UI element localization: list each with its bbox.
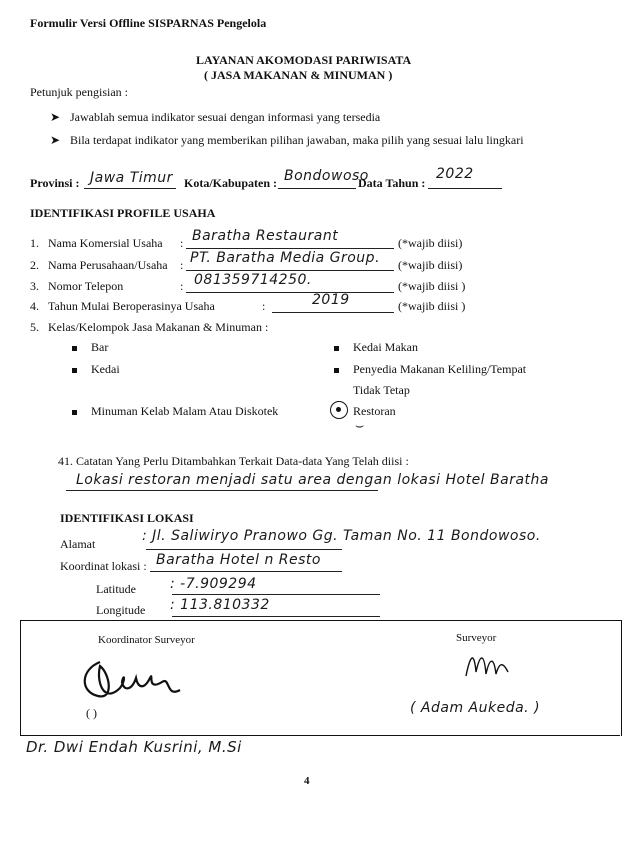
document-subtitle: ( JASA MAKANAN & MINUMAN )	[204, 68, 393, 82]
provinsi-value[interactable]: Jawa Timur	[90, 170, 173, 186]
nama-perusahaan-label: Nama Perusahaan/Usaha	[48, 258, 168, 272]
latitude-value[interactable]: : -7.909294	[170, 576, 257, 592]
option-label: Penyedia Makanan Keliling/Tempat	[353, 362, 527, 376]
option-restoran[interactable]: Restoran	[353, 404, 396, 418]
option-label-continuation: Tidak Tetap	[353, 383, 410, 397]
catatan-label: 41. Catatan Yang Perlu Ditambahkan Terkait Data-data Yang Telah diisi :	[58, 454, 409, 468]
alamat-label: Alamat	[60, 537, 96, 551]
alamat-value[interactable]: : Jl. Saliwiryo Pranowo Gg. Taman No. 11 Bondowoso.	[142, 528, 541, 544]
bullet-icon	[72, 410, 77, 415]
koordinat-label: Koordinat lokasi :	[60, 559, 147, 573]
row-underline	[186, 270, 394, 271]
row-underline	[186, 292, 394, 293]
catatan-underline	[66, 490, 378, 491]
nama-komersial-label: Nama Komersial Usaha	[48, 236, 163, 250]
tahun-label: Data Tahun :	[358, 176, 426, 190]
colon: :	[180, 279, 184, 293]
option-bar[interactable]	[72, 340, 108, 355]
page-number: 4	[304, 775, 310, 787]
instruction-item: Bila terdapat indikator yang memberikan pilihan jawaban, maka pilih yang sesuai lalu lingkari	[70, 133, 524, 147]
pen-mark-icon: ⌣	[355, 418, 365, 434]
provinsi-underline	[84, 188, 176, 189]
bullet-icon	[72, 368, 77, 373]
wajib-note: (*wajib diisi)	[398, 258, 463, 272]
kota-value[interactable]: Bondowoso	[284, 168, 369, 184]
selected-circle-icon	[330, 401, 348, 419]
option-kelab-malam[interactable]	[72, 404, 278, 419]
colon: :	[180, 258, 184, 272]
koordinator-signature-icon	[70, 652, 190, 710]
wajib-note: (*wajib diisi )	[398, 299, 466, 313]
latitude-label: Latitude	[96, 582, 136, 596]
longitude-value[interactable]: : 113.810332	[170, 597, 270, 613]
document-title: LAYANAN AKOMODASI PARIWISATA	[196, 53, 412, 67]
wajib-note: (*wajib diisi)	[398, 236, 463, 250]
arrow-icon: ➤	[50, 110, 61, 124]
alamat-underline	[146, 549, 342, 550]
row-number: 4.	[30, 299, 39, 313]
longitude-label: Longitude	[96, 603, 146, 617]
lokasi-heading: IDENTIFIKASI LOKASI	[60, 511, 194, 525]
profile-heading: IDENTIFIKASI PROFILE USAHA	[30, 206, 216, 220]
colon: :	[180, 236, 184, 250]
left-signature-parentheses: ( )	[86, 706, 97, 720]
signature-box-bottom	[20, 735, 620, 736]
row-underline	[272, 312, 394, 313]
koordinat-value[interactable]: Baratha Hotel n Resto	[156, 552, 321, 568]
koordinat-underline	[150, 571, 342, 572]
arrow-icon: ➤	[50, 133, 61, 147]
kota-underline	[278, 188, 356, 189]
tahun-value[interactable]: 2022	[436, 166, 474, 182]
bullet-icon	[334, 346, 339, 351]
koordinator-surveyor-title: Koordinator Surveyor	[98, 634, 195, 646]
instructions-heading: Petunjuk pengisian :	[30, 85, 128, 99]
provinsi-label: Provinsi :	[30, 176, 80, 190]
option-label: Kedai	[91, 362, 120, 376]
bullet-icon	[72, 346, 77, 351]
option-kedai[interactable]	[72, 362, 120, 377]
longitude-underline	[172, 616, 380, 617]
option-label: Bar	[91, 340, 109, 354]
wajib-note: (*wajib diisi )	[398, 279, 466, 293]
option-label: Minuman Kelab Malam Atau Diskotek	[91, 404, 279, 418]
option-kedai-makan[interactable]	[334, 340, 418, 355]
row-number: 1.	[30, 236, 39, 250]
nomor-telepon-value[interactable]: 081359714250.	[194, 272, 312, 288]
surveyor-name: ( Adam Aukeda. )	[410, 700, 541, 716]
option-label: Kedai Makan	[353, 340, 418, 354]
instruction-item: Jawablah semua indikator sesuai dengan informasi yang tersedia	[70, 110, 381, 124]
form-header-title: Formulir Versi Offline SISPARNAS Pengelola	[30, 16, 267, 30]
bullet-icon	[334, 368, 339, 373]
tahun-mulai-value[interactable]: 2019	[312, 292, 350, 308]
koordinator-name: Dr. Dwi Endah Kusrini, M.Si	[26, 738, 242, 756]
row-number: 3.	[30, 279, 39, 293]
catatan-value[interactable]: Lokasi restoran menjadi satu area dengan lokasi Hotel Baratha	[76, 472, 549, 488]
tahun-underline	[428, 188, 502, 189]
kelas-label: Kelas/Kelompok Jasa Makanan & Minuman :	[48, 320, 269, 334]
kota-label: Kota/Kabupaten :	[184, 176, 278, 190]
row-underline	[186, 248, 394, 249]
colon: :	[262, 299, 266, 313]
nomor-telepon-label: Nomor Telepon	[48, 279, 124, 293]
surveyor-title: Surveyor	[456, 632, 497, 644]
row-number: 5.	[30, 320, 39, 334]
nama-komersial-value[interactable]: Baratha Restaurant	[192, 228, 339, 244]
row-number: 2.	[30, 258, 39, 272]
surveyor-signature-icon	[460, 646, 520, 680]
latitude-underline	[172, 594, 380, 595]
nama-perusahaan-value[interactable]: PT. Baratha Media Group.	[190, 250, 381, 266]
option-penyedia-keliling[interactable]	[334, 362, 526, 377]
tahun-mulai-label: Tahun Mulai Beroperasinya Usaha	[48, 299, 215, 313]
